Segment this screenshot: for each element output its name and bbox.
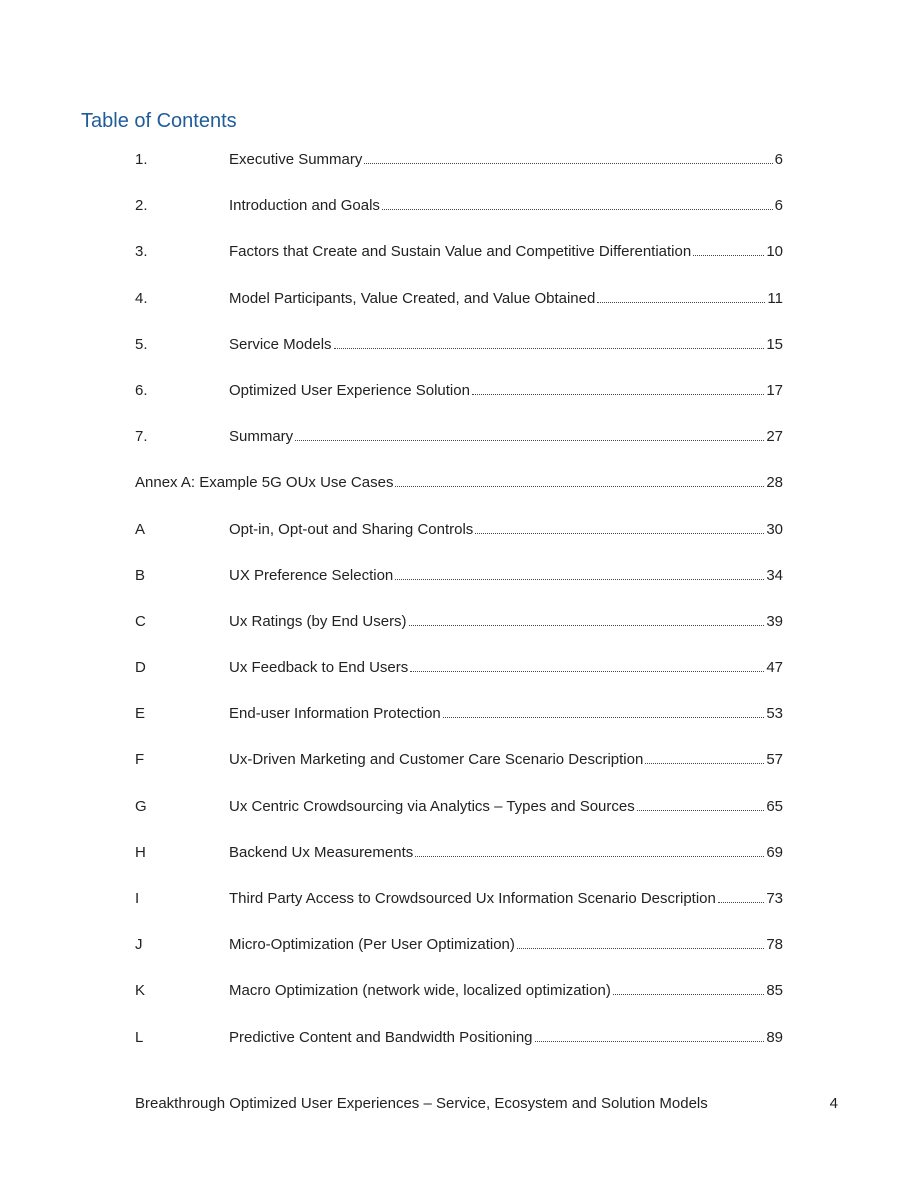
toc-entry-number: L <box>135 1028 144 1046</box>
toc-entry[interactable] <box>135 933 783 957</box>
toc-entry-number: G <box>135 797 147 815</box>
toc-entry-page: 15 <box>766 335 783 353</box>
toc-entry-title: End-user Information Protection <box>229 705 441 723</box>
toc-entry[interactable] <box>135 610 783 634</box>
toc-dot-leader <box>718 901 764 903</box>
footer-document-title: Breakthrough Optimized User Experiences – Service, Ecosystem and Solution Models <box>135 1095 708 1112</box>
toc-entry-title: Third Party Access to Crowdsourced Ux Information Scenario Description <box>229 890 716 907</box>
toc-entry-title: Predictive Content and Bandwidth Positioning <box>229 1028 533 1046</box>
toc-dot-leader <box>475 532 764 534</box>
toc-dot-leader <box>295 439 764 441</box>
toc-entry-number: B <box>135 566 146 584</box>
toc-entry-number: E <box>135 705 146 723</box>
toc-dot-leader <box>443 716 765 718</box>
toc-dot-leader <box>597 301 765 303</box>
toc-dot-leader <box>382 208 773 210</box>
toc-entry-page: 57 <box>766 751 783 769</box>
toc-list <box>135 148 783 1072</box>
toc-dot-leader <box>517 947 764 949</box>
toc-entry-page: 6 <box>774 151 783 168</box>
toc-entry-title: UX Preference Selection <box>229 566 394 584</box>
toc-entry-number: I <box>135 890 140 907</box>
toc-entry-page: 30 <box>766 520 783 538</box>
toc-entry-page: 11 <box>767 289 783 307</box>
toc-dot-leader <box>693 254 764 256</box>
toc-entry[interactable] <box>135 748 783 772</box>
toc-entry[interactable] <box>135 148 783 172</box>
toc-dot-leader <box>395 578 764 580</box>
toc-entry-number: H <box>135 843 146 861</box>
toc-entry-page: 39 <box>766 612 783 630</box>
toc-entry-page: 73 <box>766 890 783 907</box>
toc-entry[interactable] <box>135 333 783 357</box>
toc-entry-number: 1. <box>135 151 148 168</box>
toc-entry-number: 5. <box>135 335 148 353</box>
toc-entry-number: 7. <box>135 428 148 446</box>
toc-entry[interactable] <box>135 240 783 264</box>
toc-entry[interactable] <box>135 518 783 542</box>
toc-entry-title: Introduction and Goals <box>229 197 380 215</box>
toc-entry-title: Ux Feedback to End Users <box>229 659 409 677</box>
toc-entry-title: Macro Optimization (network wide, localized optimization) <box>229 982 611 1000</box>
toc-entry[interactable] <box>135 656 783 680</box>
toc-dot-leader <box>535 1040 765 1042</box>
toc-entry[interactable] <box>135 379 783 403</box>
toc-entry-title: Backend Ux Measurements <box>229 843 414 861</box>
toc-heading: Table of Contents <box>81 110 237 132</box>
toc-entry-page: 69 <box>766 843 783 861</box>
toc-entry-page: 34 <box>766 566 783 584</box>
toc-entry-page: 47 <box>766 659 783 677</box>
toc-entry-number: D <box>135 659 146 677</box>
toc-entry-page: 27 <box>766 428 783 446</box>
toc-entry-title: Ux Centric Crowdsourcing via Analytics – Types and Sources <box>229 797 635 815</box>
toc-dot-leader <box>334 347 765 349</box>
toc-dot-leader <box>472 393 764 395</box>
toc-entry-page: 65 <box>766 797 783 815</box>
toc-dot-leader <box>645 762 764 764</box>
toc-entry[interactable] <box>135 194 783 218</box>
toc-dot-leader <box>409 624 765 626</box>
toc-dot-leader <box>364 162 772 164</box>
toc-entry-title: Executive Summary <box>229 151 363 168</box>
toc-entry[interactable] <box>135 979 783 1003</box>
toc-entry-title: Ux-Driven Marketing and Customer Care Scenario Description <box>229 751 644 769</box>
toc-entry[interactable] <box>135 564 783 588</box>
toc-entry-number: F <box>135 751 145 769</box>
toc-dot-leader <box>395 485 764 487</box>
toc-entry[interactable] <box>135 887 783 911</box>
toc-entry[interactable] <box>135 287 783 311</box>
toc-entry-page: 53 <box>766 705 783 723</box>
toc-entry-number: C <box>135 612 146 630</box>
toc-entry-page: 89 <box>766 1028 783 1046</box>
toc-entry-title: Opt-in, Opt-out and Sharing Controls <box>229 520 474 538</box>
toc-entry-title: Annex A: Example 5G OUx Use Cases <box>135 474 394 492</box>
toc-dot-leader <box>415 855 764 857</box>
toc-entry-number: K <box>135 982 146 1000</box>
toc-entry-title: Factors that Create and Sustain Value and Competitive Differentiation <box>229 243 692 261</box>
toc-entry-page: 85 <box>766 982 783 1000</box>
toc-entry[interactable] <box>135 841 783 865</box>
toc-entry-title: Ux Ratings (by End Users) <box>229 612 407 630</box>
toc-entry[interactable] <box>135 702 783 726</box>
toc-entry-title: Model Participants, Value Created, and Value Obtained <box>229 289 596 307</box>
toc-entry-title: Micro-Optimization (Per User Optimization) <box>229 936 515 954</box>
toc-entry-title: Summary <box>229 428 294 446</box>
page-footer <box>135 1093 838 1115</box>
toc-entry-title: Service Models <box>229 335 332 353</box>
toc-entry-page: 78 <box>766 936 783 954</box>
toc-entry-number: 2. <box>135 197 148 215</box>
toc-entry[interactable] <box>135 1026 783 1050</box>
toc-dot-leader <box>613 993 765 995</box>
toc-entry-number: 4. <box>135 289 148 307</box>
toc-entry[interactable] <box>135 425 783 449</box>
toc-dot-leader <box>410 670 764 672</box>
toc-entry-page: 17 <box>766 381 783 399</box>
toc-entry-page: 10 <box>766 243 783 261</box>
toc-entry-title: Optimized User Experience Solution <box>229 381 470 399</box>
toc-entry[interactable] <box>135 795 783 819</box>
toc-entry[interactable] <box>135 471 783 495</box>
footer-page-number: 4 <box>829 1095 838 1112</box>
toc-entry-page: 6 <box>774 197 783 215</box>
toc-entry-page: 28 <box>766 474 783 492</box>
toc-entry-number: J <box>135 936 143 954</box>
toc-entry-number: A <box>135 520 146 538</box>
toc-entry-number: 3. <box>135 243 148 261</box>
toc-dot-leader <box>637 809 765 811</box>
toc-entry-number: 6. <box>135 381 148 399</box>
